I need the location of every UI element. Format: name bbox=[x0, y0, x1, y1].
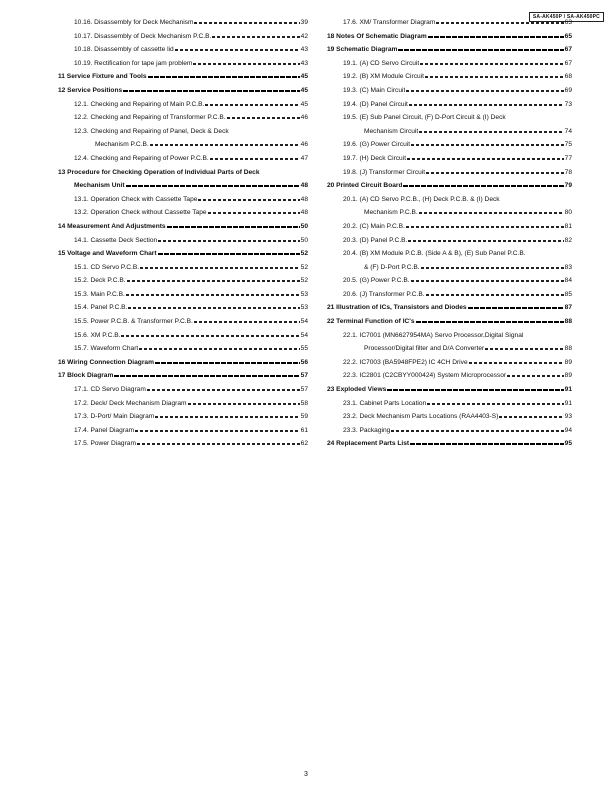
toc-entry-page: 46 bbox=[300, 141, 308, 149]
toc-entry-page: 53 bbox=[300, 304, 308, 312]
dot-leader bbox=[158, 253, 300, 255]
toc-entry-page: 79 bbox=[564, 182, 572, 190]
toc-entry-page: 91 bbox=[564, 399, 572, 407]
toc-entry-page: 95 bbox=[564, 440, 572, 448]
toc-entry-page: 39 bbox=[300, 19, 308, 26]
dot-leader bbox=[126, 185, 300, 187]
toc-entry-title: Mechanism P.C.B. bbox=[364, 209, 418, 217]
toc-entry-page: 67 bbox=[564, 59, 572, 67]
toc-entry-page: 52 bbox=[300, 250, 308, 258]
toc-entry[interactable] bbox=[58, 439, 308, 448]
dot-leader bbox=[205, 104, 299, 106]
toc-entry-page: 88 bbox=[564, 318, 572, 326]
toc-entry-page: 55 bbox=[300, 345, 308, 353]
dot-leader bbox=[416, 321, 564, 323]
toc-entry-title: 17.2. Deck/ Deck Mechanism Diagram bbox=[74, 399, 187, 407]
dot-leader bbox=[167, 226, 300, 228]
toc-entry[interactable] bbox=[327, 222, 572, 231]
toc-entry-page: 94 bbox=[564, 426, 572, 434]
toc-entry[interactable] bbox=[58, 127, 308, 136]
toc-entry-title: 15.4. Panel P.C.B. bbox=[74, 304, 128, 312]
toc-entry[interactable] bbox=[327, 426, 572, 435]
toc-entry[interactable] bbox=[327, 303, 572, 312]
toc-entry-title: 13 Procedure for Checking Operation of Individual Parts of Deck bbox=[58, 168, 260, 176]
toc-entry-page: 83 bbox=[564, 263, 572, 271]
dot-leader bbox=[208, 212, 300, 214]
toc-entry[interactable] bbox=[327, 140, 572, 149]
toc-entry-page: 80 bbox=[564, 209, 572, 217]
dot-leader bbox=[387, 389, 563, 391]
toc-entry-page: 58 bbox=[300, 399, 308, 407]
toc-entry-title: 14.1. Cassette Deck Section bbox=[74, 236, 158, 244]
toc-entry[interactable] bbox=[58, 45, 308, 54]
toc-entry[interactable] bbox=[58, 263, 308, 272]
toc-entry-title: 10.18. Disassembly of cassette lid bbox=[74, 46, 174, 54]
dot-leader bbox=[114, 375, 299, 377]
toc-entry[interactable] bbox=[58, 249, 308, 258]
toc-entry[interactable] bbox=[58, 86, 308, 95]
dot-leader bbox=[485, 348, 563, 350]
toc-entry-page: 82 bbox=[564, 236, 572, 244]
toc-entry-title: 13.2. Operation Check without Cassette Tape bbox=[74, 209, 207, 217]
dot-leader bbox=[425, 76, 564, 78]
toc-entry-title: 19.7. (H) Deck Circuit bbox=[343, 154, 407, 162]
toc-entry-title: 10.19. Rectification for tape jam problem bbox=[74, 59, 193, 67]
toc-entry-title: 22.1. IC7001 (MN6627954MA) Servo Processor,Digital Signal bbox=[343, 331, 524, 339]
dot-leader bbox=[155, 362, 300, 364]
dot-leader bbox=[410, 443, 564, 445]
toc-entry-page: 89 bbox=[564, 372, 572, 380]
toc-entry-title: 12 Service Positions bbox=[58, 86, 123, 94]
toc-entry-title: 20.6. (J) Transformer P.C.B. bbox=[343, 290, 425, 298]
toc-entry-page: 54 bbox=[300, 318, 308, 326]
toc-entry[interactable] bbox=[58, 32, 308, 41]
toc-entry[interactable] bbox=[327, 290, 572, 299]
dot-leader bbox=[121, 335, 299, 337]
toc-entry-page: 89 bbox=[564, 358, 572, 366]
dot-leader bbox=[210, 158, 300, 160]
toc-entry-title: 19.2. (B) XM Module Circuit bbox=[343, 73, 424, 81]
toc-entry-page: 42 bbox=[300, 32, 308, 40]
dot-leader bbox=[135, 430, 300, 432]
toc-entry[interactable] bbox=[327, 263, 572, 272]
toc-entry[interactable] bbox=[327, 45, 572, 54]
dot-leader bbox=[155, 416, 299, 418]
toc-entry[interactable] bbox=[58, 331, 308, 340]
toc-entry-title: 14 Measurement And Adjustments bbox=[58, 222, 166, 230]
toc-entry[interactable] bbox=[58, 385, 308, 394]
toc-entry-page: 56 bbox=[300, 358, 308, 366]
toc-entry[interactable] bbox=[58, 236, 308, 245]
toc-entry[interactable] bbox=[58, 222, 308, 231]
dot-leader bbox=[227, 117, 300, 119]
toc-entry-page: 73 bbox=[564, 100, 572, 108]
toc-entry-title: 15.1. CD Servo P.C.B. bbox=[74, 263, 140, 271]
dot-leader bbox=[421, 267, 564, 269]
dot-leader bbox=[408, 240, 563, 242]
toc-entry[interactable] bbox=[327, 385, 572, 394]
dot-leader bbox=[126, 294, 300, 296]
dot-leader bbox=[188, 403, 300, 405]
dot-leader bbox=[409, 104, 564, 106]
toc-entry-title: 22.2. IC7003 (BA5948FPE2) IC 4CH Drive bbox=[343, 358, 468, 366]
toc-entry-page: 45 bbox=[300, 73, 308, 81]
toc-entry[interactable] bbox=[58, 303, 308, 312]
toc-entry-page: 61 bbox=[300, 426, 308, 434]
toc-entry-title: Mechanism P.C.B. bbox=[95, 141, 149, 149]
toc-entry-page: 69 bbox=[564, 86, 572, 94]
toc-entry[interactable] bbox=[327, 195, 572, 204]
dot-leader bbox=[499, 416, 563, 418]
toc-entry[interactable] bbox=[58, 72, 308, 81]
toc-entry-title: 19.5. (E) Sub Panel Circuit, (F) D-Port Circuit & (I) Deck bbox=[343, 114, 506, 122]
toc-entry[interactable] bbox=[327, 208, 572, 217]
toc-entry-title: 20.1. (A) CD Servo P.C.B., (H) Deck P.C.B. & (I) Deck bbox=[343, 195, 500, 203]
toc-entry[interactable] bbox=[327, 181, 572, 190]
toc-entry[interactable] bbox=[58, 168, 308, 177]
toc-entry-title: 19.4. (D) Panel Circuit bbox=[343, 100, 408, 108]
toc-entry-title: 13.1. Operation Check with Cassette Tape bbox=[74, 195, 198, 203]
toc-entry-title: 20.4. (B) XM Module P.C.B. (Side A & B), (E) Sub Panel P.C.B. bbox=[343, 250, 526, 258]
dot-leader bbox=[428, 36, 564, 38]
toc-entry[interactable] bbox=[327, 113, 572, 122]
toc-entry-title: 20.3. (D) Panel P.C.B. bbox=[343, 236, 408, 244]
toc-entry[interactable] bbox=[58, 371, 308, 380]
dot-leader bbox=[426, 172, 564, 174]
toc-entry-title: 22 Terminal Function of IC's bbox=[327, 318, 415, 326]
dot-leader bbox=[411, 144, 564, 146]
dot-leader bbox=[426, 294, 564, 296]
dot-leader bbox=[127, 280, 300, 282]
toc-entry-title: 15.6. XM P.C.B. bbox=[74, 331, 121, 339]
toc-entry-page: 45 bbox=[300, 100, 308, 108]
toc-entry[interactable] bbox=[58, 154, 308, 163]
toc-entry-page: 54 bbox=[300, 331, 308, 339]
toc-entry-page: 88 bbox=[564, 345, 572, 353]
toc-entry[interactable] bbox=[327, 439, 572, 448]
toc-entry-title: 18 Notes Of Schematic Diagram bbox=[327, 32, 427, 40]
toc-entry-title: Mechanism Circuit bbox=[364, 127, 419, 135]
toc-entry-title: 17.5. Power Diagram bbox=[74, 440, 136, 448]
toc-entry-page: 81 bbox=[564, 222, 572, 230]
dot-leader bbox=[212, 36, 299, 38]
dot-leader bbox=[148, 76, 300, 78]
toc-entry-title: 16 Wiring Connection Diagram bbox=[58, 358, 154, 366]
toc-entry-title: 20.5. (G) Power P.C.B. bbox=[343, 277, 410, 285]
dot-leader bbox=[419, 212, 564, 214]
toc-entry[interactable] bbox=[327, 86, 572, 95]
toc-entry-title: 19.3. (C) Main Circuit bbox=[343, 86, 406, 94]
toc-entry[interactable] bbox=[327, 154, 572, 163]
toc-entry-page: 57 bbox=[300, 372, 308, 380]
toc-entry[interactable] bbox=[327, 249, 572, 258]
toc-entry-title: 19.6. (G) Power Circuit bbox=[343, 141, 411, 149]
toc-entry-title: 20.2. (C) Main P.C.B. bbox=[343, 222, 405, 230]
toc-left-column bbox=[58, 18, 308, 453]
toc-entry-page: 45 bbox=[300, 86, 308, 94]
toc-entry[interactable] bbox=[58, 181, 308, 190]
toc-entry[interactable] bbox=[327, 371, 572, 380]
toc-entry-title: 21 Illustration of ICs, Transistors and Diodes bbox=[327, 304, 467, 312]
toc-entry[interactable] bbox=[58, 113, 308, 122]
toc-entry-title: 23 Exploded Views bbox=[327, 386, 387, 394]
toc-entry-title: 19.1. (A) CD Servo Circuit bbox=[343, 59, 420, 67]
toc-entry[interactable] bbox=[327, 236, 572, 245]
toc-entry[interactable] bbox=[58, 100, 308, 109]
toc-entry-page: 62 bbox=[300, 440, 308, 448]
toc-entry[interactable] bbox=[327, 168, 572, 177]
toc-entry-title: 17.3. D-Port/ Main Diagram bbox=[74, 413, 155, 421]
dot-leader bbox=[469, 362, 564, 364]
toc-entry[interactable] bbox=[327, 32, 572, 41]
toc-entry-page: 67 bbox=[564, 46, 572, 54]
toc-entry-title: 23.3. Packaging bbox=[343, 426, 391, 434]
toc-entry-title: 19 Schematic Diagram bbox=[327, 46, 398, 54]
toc-entry-page: 57 bbox=[300, 386, 308, 394]
toc-entry[interactable] bbox=[58, 344, 308, 353]
dot-leader bbox=[128, 307, 299, 309]
dot-leader bbox=[140, 267, 300, 269]
dot-leader bbox=[391, 430, 563, 432]
toc-entry-title: 12.1. Checking and Repairing of Main P.C.B. bbox=[74, 100, 205, 108]
dot-leader bbox=[150, 144, 300, 146]
dot-leader bbox=[139, 348, 299, 350]
dot-leader bbox=[194, 321, 300, 323]
toc-entry[interactable] bbox=[58, 195, 308, 204]
toc-entry[interactable] bbox=[327, 18, 572, 27]
toc-entry-title: 15.5. Power P.C.B. & Transformer P.C.B. bbox=[74, 318, 193, 326]
toc-entry[interactable] bbox=[327, 331, 572, 340]
page-number: 3 bbox=[304, 771, 308, 778]
dot-leader bbox=[403, 185, 563, 187]
toc-entry[interactable] bbox=[58, 208, 308, 217]
toc-entry-page: 75 bbox=[564, 141, 572, 149]
toc-entry[interactable] bbox=[327, 317, 572, 326]
toc-entry-page: 74 bbox=[564, 127, 572, 135]
toc-entry-title: 12.2. Checking and Repairing of Transformer P.C.B. bbox=[74, 114, 226, 122]
toc-entry[interactable] bbox=[327, 412, 572, 421]
toc-entry-page: 65 bbox=[564, 32, 572, 40]
toc-entry-page: 59 bbox=[300, 413, 308, 421]
toc-entry-title: 12.4. Checking and Repairing of Power P.C.B. bbox=[74, 154, 209, 162]
toc-entry-page: 46 bbox=[300, 114, 308, 122]
toc-entry-page: 43 bbox=[300, 46, 308, 54]
toc-entry-title: 22.3. IC2801 (C2CBYY000424) System Microprocessor bbox=[343, 372, 507, 380]
toc-entry-page: 50 bbox=[300, 236, 308, 244]
toc-entry-page: 87 bbox=[564, 304, 572, 312]
dot-leader bbox=[419, 131, 563, 133]
toc-entry[interactable] bbox=[327, 358, 572, 367]
toc-right-column bbox=[327, 18, 572, 453]
dot-leader bbox=[436, 22, 563, 24]
toc-entry-title: Mechanism Unit bbox=[74, 182, 125, 190]
dot-leader bbox=[147, 389, 300, 391]
toc-entry-title: 15.2. Deck P.C.B. bbox=[74, 277, 126, 285]
toc-entry[interactable] bbox=[327, 127, 572, 136]
toc-entry-title: 17.4. Panel Diagram bbox=[74, 426, 135, 434]
toc-entry-title: 11 Service Fixture and Tools bbox=[58, 73, 147, 81]
toc-entry[interactable] bbox=[58, 18, 308, 27]
toc-entry-title: 23.2. Deck Mechanism Parts Locations (RAA4403-S) bbox=[343, 413, 499, 421]
toc-entry-title: Processor/Digital filter and D/A Converter bbox=[364, 345, 485, 353]
dot-leader bbox=[507, 375, 564, 377]
toc-entry-page: 63 bbox=[564, 19, 572, 26]
toc-entry[interactable] bbox=[58, 399, 308, 408]
dot-leader bbox=[137, 443, 300, 445]
toc-entry-title: 15 Voltage and Waveform Chart bbox=[58, 250, 157, 258]
toc-entry-title: 10.16. Disassembly for Deck Mechanism bbox=[74, 19, 194, 26]
toc-entry-page: 43 bbox=[300, 59, 308, 67]
toc-entry-page: 50 bbox=[300, 222, 308, 230]
toc-entry[interactable] bbox=[327, 100, 572, 109]
toc-entry-page: 91 bbox=[564, 386, 572, 394]
dot-leader bbox=[411, 280, 564, 282]
toc-entry[interactable] bbox=[58, 276, 308, 285]
toc-entry-page: 78 bbox=[564, 168, 572, 176]
toc-entry-title: 23.1. Cabinet Parts Location bbox=[343, 399, 427, 407]
toc-entry-page: 84 bbox=[564, 277, 572, 285]
toc-entry-page: 68 bbox=[564, 73, 572, 81]
toc-entry-title: 24 Replacement Parts List bbox=[327, 440, 410, 448]
toc-entry-page: 52 bbox=[300, 277, 308, 285]
toc-entry[interactable] bbox=[327, 59, 572, 68]
toc-entry-title: 15.3. Main P.C.B. bbox=[74, 290, 125, 298]
dot-leader bbox=[468, 307, 564, 309]
toc-entry[interactable] bbox=[327, 399, 572, 408]
toc-entry-page: 77 bbox=[564, 154, 572, 162]
dot-leader bbox=[123, 90, 300, 92]
dot-leader bbox=[198, 199, 299, 201]
dot-leader bbox=[193, 63, 299, 65]
toc-entry-page: 85 bbox=[564, 290, 572, 298]
dot-leader bbox=[407, 158, 564, 160]
toc-entry[interactable] bbox=[58, 59, 308, 68]
toc-entry-page: 48 bbox=[300, 195, 308, 203]
toc-entry-title: 17 Block Diagram bbox=[58, 372, 114, 380]
toc-entry-page: 48 bbox=[300, 182, 308, 190]
toc-entry-title: 17.1. CD Servo Diagram bbox=[74, 386, 146, 394]
dot-leader bbox=[406, 226, 564, 228]
toc-entry-title: 15.7. Waveform Chart bbox=[74, 345, 139, 353]
toc-entry[interactable] bbox=[58, 412, 308, 421]
dot-leader bbox=[158, 240, 299, 242]
dot-leader bbox=[427, 403, 563, 405]
toc-entry-page: 53 bbox=[300, 290, 308, 298]
dot-leader bbox=[398, 49, 563, 51]
toc-entry[interactable] bbox=[327, 344, 572, 353]
toc-entry-page: 52 bbox=[300, 263, 308, 271]
dot-leader bbox=[175, 49, 300, 51]
toc-entry-title: 10.17. Disassembly of Deck Mechanism P.C.B. bbox=[74, 32, 212, 40]
toc-entry[interactable] bbox=[58, 426, 308, 435]
toc-entry-page: 48 bbox=[300, 209, 308, 217]
toc-entry[interactable] bbox=[58, 358, 308, 367]
dot-leader bbox=[194, 22, 299, 24]
toc-entry-page: 93 bbox=[564, 413, 572, 421]
toc-entry[interactable] bbox=[327, 72, 572, 81]
toc-entry[interactable] bbox=[58, 317, 308, 326]
model-badge: SA-AK450P / SA-AK450PC bbox=[529, 12, 604, 22]
dot-leader bbox=[420, 63, 563, 65]
toc-entry-title: 19.8. (J) Transformer Circuit bbox=[343, 168, 426, 176]
toc-entry-title: 12.3. Checking and Repairing of Panel, Deck & Deck bbox=[74, 127, 229, 135]
toc-entry-page: 47 bbox=[300, 154, 308, 162]
toc-entry-title: 20 Printed Circuit Board bbox=[327, 182, 403, 190]
dot-leader bbox=[406, 90, 563, 92]
toc-entry[interactable] bbox=[327, 276, 572, 285]
toc-entry[interactable] bbox=[58, 140, 308, 149]
toc-entry-title: & (F) D-Port P.C.B. bbox=[364, 263, 420, 271]
toc-entry-title: 17.6. XM/ Transformer Diagram bbox=[343, 19, 436, 26]
toc-entry[interactable] bbox=[58, 290, 308, 299]
